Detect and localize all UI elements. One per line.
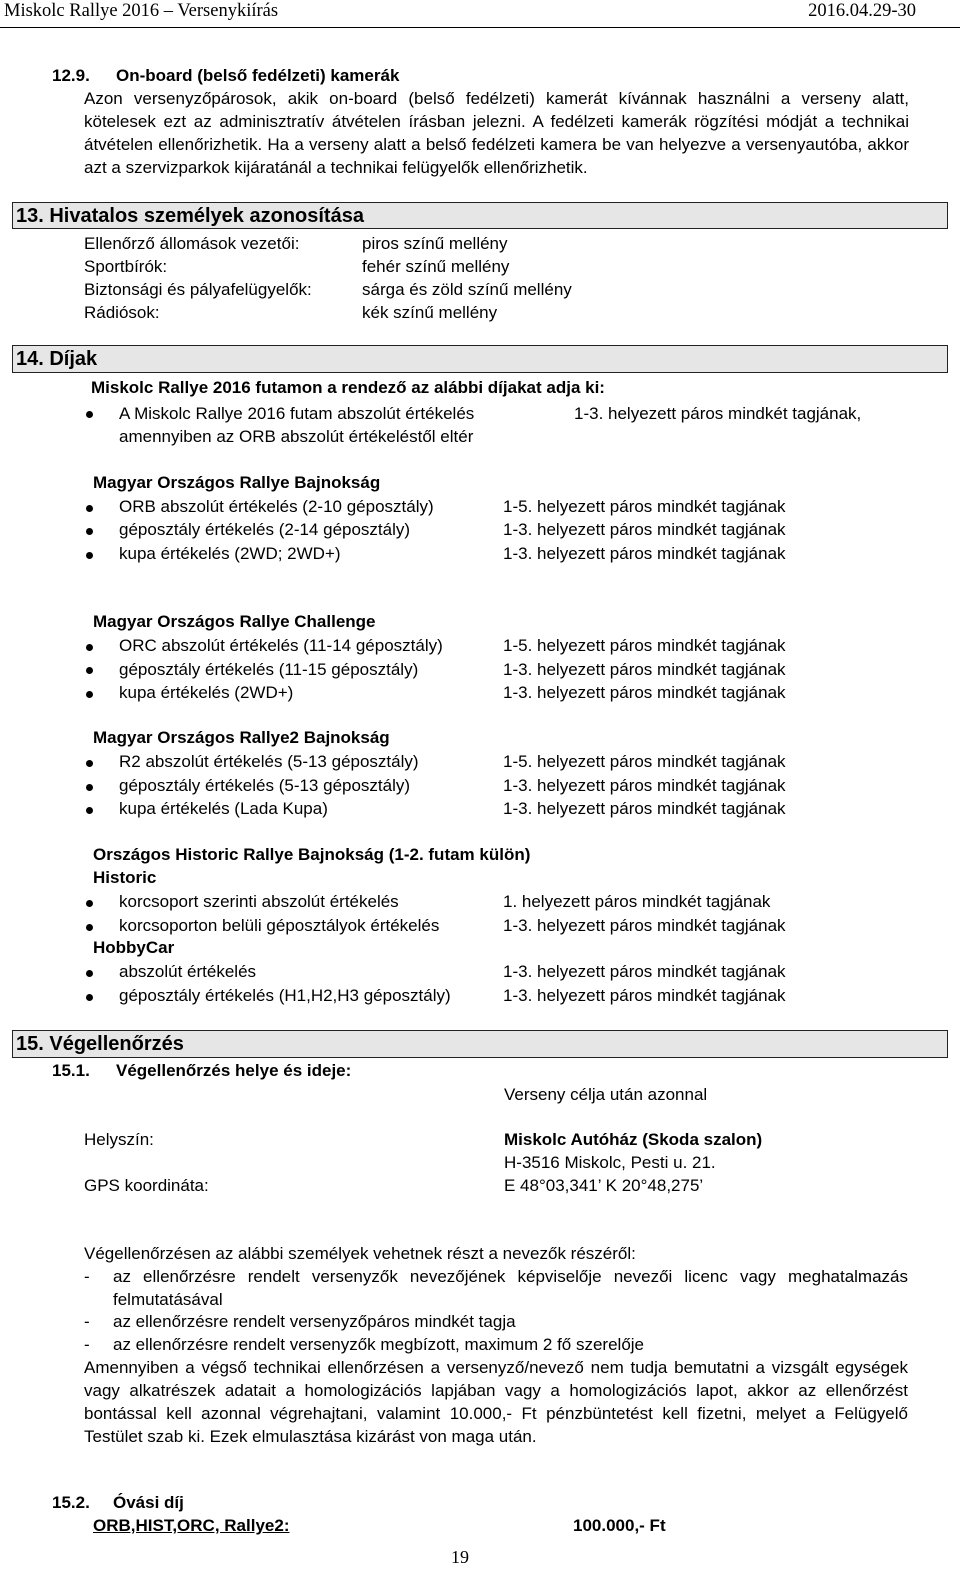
- attend-item: az ellenőrzésre rendelt versenyzők nevezőjének képviselője nevezői licenc vagy meghatalmazás felmutatásával: [113, 1267, 908, 1309]
- official-vest: sárga és zöld színű mellény: [362, 280, 572, 299]
- section-15-1-title: Végellenőrzés helye és ideje:: [116, 1061, 352, 1080]
- orc-heading: Magyar Országos Rallye Challenge: [93, 612, 376, 631]
- section-15-1-number: 15.1.: [52, 1061, 90, 1080]
- bullet: [86, 900, 93, 907]
- prize-award: 1-5. helyezett páros mindkét tagjának: [503, 752, 786, 771]
- header-rule: [0, 27, 960, 28]
- bullet: [86, 807, 93, 814]
- section-12-9-title: On-board (belső fedélzeti) kamerák: [116, 66, 400, 85]
- prize-award: 1-5. helyezett páros mindkét tagjának: [503, 636, 786, 655]
- prize-label: kupa értékelés (Lada Kupa): [119, 799, 328, 818]
- header-date: 2016.04.29-30: [808, 1, 916, 21]
- prize-label-cont: amennyiben az ORB abszolút értékeléstől eltér: [119, 427, 474, 446]
- prize-label: ORC abszolút értékelés (11-14 géposztály): [119, 636, 443, 655]
- gps-label: GPS koordináta:: [84, 1176, 209, 1195]
- attend-item: az ellenőrzésre rendelt versenyzők megbízott, maximum 2 fő szerelője: [113, 1335, 645, 1354]
- bullet: [86, 994, 93, 1001]
- bullet: [86, 691, 93, 698]
- header-title: Miskolc Rallye 2016 – Versenykiírás: [4, 1, 279, 21]
- prize-award: 1-3. helyezett páros mindkét tagjának: [503, 520, 786, 539]
- dash-marker: -: [84, 1267, 90, 1286]
- page-number: 19: [451, 1547, 469, 1567]
- prize-label: A Miskolc Rallye 2016 futam abszolút értékelés: [119, 404, 475, 423]
- official-vest: piros színű mellény: [362, 234, 508, 253]
- prize-award: 1-3. helyezett páros mindkét tagjának: [503, 799, 786, 818]
- prize-label: R2 abszolút értékelés (5-13 géposztály): [119, 752, 419, 771]
- section-15-2-number: 15.2.: [52, 1493, 90, 1512]
- prize-label: korcsoporton belüli géposztályok értékelés: [119, 916, 440, 935]
- bullet: [86, 760, 93, 767]
- prize-award: 1-3. helyezett páros mindkét tagjának,: [574, 404, 862, 423]
- dash-marker: -: [84, 1335, 90, 1354]
- prize-award: 1-3. helyezett páros mindkét tagjának: [503, 776, 786, 795]
- official-role: Sportbírók:: [84, 257, 168, 276]
- page-header: [0, 0, 960, 26]
- prize-award: 1-3. helyezett páros mindkét tagjának: [503, 544, 786, 563]
- historic-heading: Országos Historic Rallye Bajnokság (1-2. futam külön): [93, 845, 531, 864]
- bullet: [86, 411, 93, 418]
- official-vest: kék színű mellény: [362, 303, 498, 322]
- dash-marker: -: [84, 1312, 90, 1331]
- bullet: [86, 667, 93, 674]
- section-12-9-paragraph: Azon versenyzőpárosok, akik on-board (belső fedélzeti) kamerát kívánnak használni a verseny alatt, kötelesek ezt az adminisztratív átvételen írásban jelezni. A fedélzeti kamerák rögzítési módját a technikai átvételen ellenőrizhetik. Ha a verseny alatt a belső fedélzeti kamera be van helyezve a versenyautóba, akkor azt a szervizparkok kijáratánál a technikai felügyelők ellenőrizhetik.: [84, 89, 909, 177]
- official-vest: fehér színű mellény: [362, 257, 510, 276]
- attend-intro: Végellenőrzésen az alábbi személyek vehetnek részt a nevezők részéről:: [84, 1244, 636, 1263]
- prize-award: 1-3. helyezett páros mindkét tagjának: [503, 916, 786, 935]
- protest-fee-category: ORB,HIST,ORC, Rallye2:: [93, 1516, 290, 1535]
- section-15-2-title: Óvási díj: [113, 1493, 184, 1512]
- section-13-title: 13. Hivatalos személyek azonosítása: [16, 205, 364, 227]
- section-12-9-number: 12.9.: [52, 66, 90, 85]
- prize-award: 1-3. helyezett páros mindkét tagjának: [503, 962, 786, 981]
- prize-label: géposztály értékelés (2-14 géposztály): [119, 520, 411, 539]
- prize-label: géposztály értékelés (11-15 géposztály): [119, 660, 419, 679]
- bullet: [86, 970, 93, 977]
- section-14-bar: [12, 345, 948, 373]
- place-name: Miskolc Autóház (Skoda szalon): [504, 1130, 763, 1149]
- prize-label: kupa értékelés (2WD+): [119, 683, 294, 702]
- prize-label: korcsoport szerinti abszolút értékelés: [119, 892, 399, 911]
- prize-label: géposztály értékelés (5-13 géposztály): [119, 776, 411, 795]
- section-15-title: 15. Végellenőrzés: [16, 1033, 184, 1055]
- place-address: H-3516 Miskolc, Pesti u. 21.: [504, 1153, 716, 1172]
- attend-item: az ellenőrzésre rendelt versenyzőpáros mindkét tagja: [113, 1312, 516, 1331]
- official-role: Ellenőrző állomások vezetői:: [84, 234, 300, 253]
- r2-heading: Magyar Országos Rallye2 Bajnokság: [93, 728, 390, 747]
- bullet: [86, 644, 93, 651]
- official-role: Biztonsági és pályafelügyelők:: [84, 280, 312, 299]
- prize-award: 1-5. helyezett páros mindkét tagjának: [503, 497, 786, 516]
- final-check-paragraph: Amennyiben a végső technikai ellenőrzésen a versenyző/nevező nem tudja bemutatni a vizsgált egységek vagy alkatrészek adatait a homologizációs lapjában vagy a homologizációs lapot, akkor az ellenőrzést bontással kell azonnal végrehajtani, valamint 10.000,- Ft pénzbüntetést kell fizetni, melyet a Felügyelő Testület szab ki. Ezek elmulasztása kizárást von maga után.: [84, 1358, 908, 1446]
- bullet: [86, 528, 93, 535]
- bullet: [86, 552, 93, 559]
- protest-fee-amount: 100.000,- Ft: [573, 1516, 666, 1535]
- place-label: Helyszín:: [84, 1130, 154, 1149]
- gps-value: E 48°03,341’ K 20°48,275’: [504, 1176, 704, 1195]
- prize-award: 1-3. helyezett páros mindkét tagjának: [503, 986, 786, 1005]
- prize-award: 1-3. helyezett páros mindkét tagjának: [503, 660, 786, 679]
- orb-heading: Magyar Országos Rallye Bajnokság: [93, 473, 381, 492]
- prize-label: ORB abszolút értékelés (2-10 géposztály): [119, 497, 434, 516]
- final-check-time: Verseny célja után azonnal: [504, 1085, 708, 1104]
- bullet: [86, 505, 93, 512]
- hobbycar-subheading: HobbyCar: [93, 938, 175, 957]
- prize-label: abszolút értékelés: [119, 962, 257, 981]
- prize-label: géposztály értékelés (H1,H2,H3 géposztály): [119, 986, 451, 1005]
- prize-label: kupa értékelés (2WD; 2WD+): [119, 544, 341, 563]
- bullet: [86, 924, 93, 931]
- historic-subheading: Historic: [93, 868, 157, 887]
- section-14-title: 14. Díjak: [16, 348, 98, 370]
- prize-award: 1. helyezett páros mindkét tagjának: [503, 892, 771, 911]
- prizes-intro: Miskolc Rallye 2016 futamon a rendező az alábbi díjakat adja ki:: [91, 378, 605, 397]
- prize-award: 1-3. helyezett páros mindkét tagjának: [503, 683, 786, 702]
- bullet: [86, 784, 93, 791]
- official-role: Rádiósok:: [84, 303, 160, 322]
